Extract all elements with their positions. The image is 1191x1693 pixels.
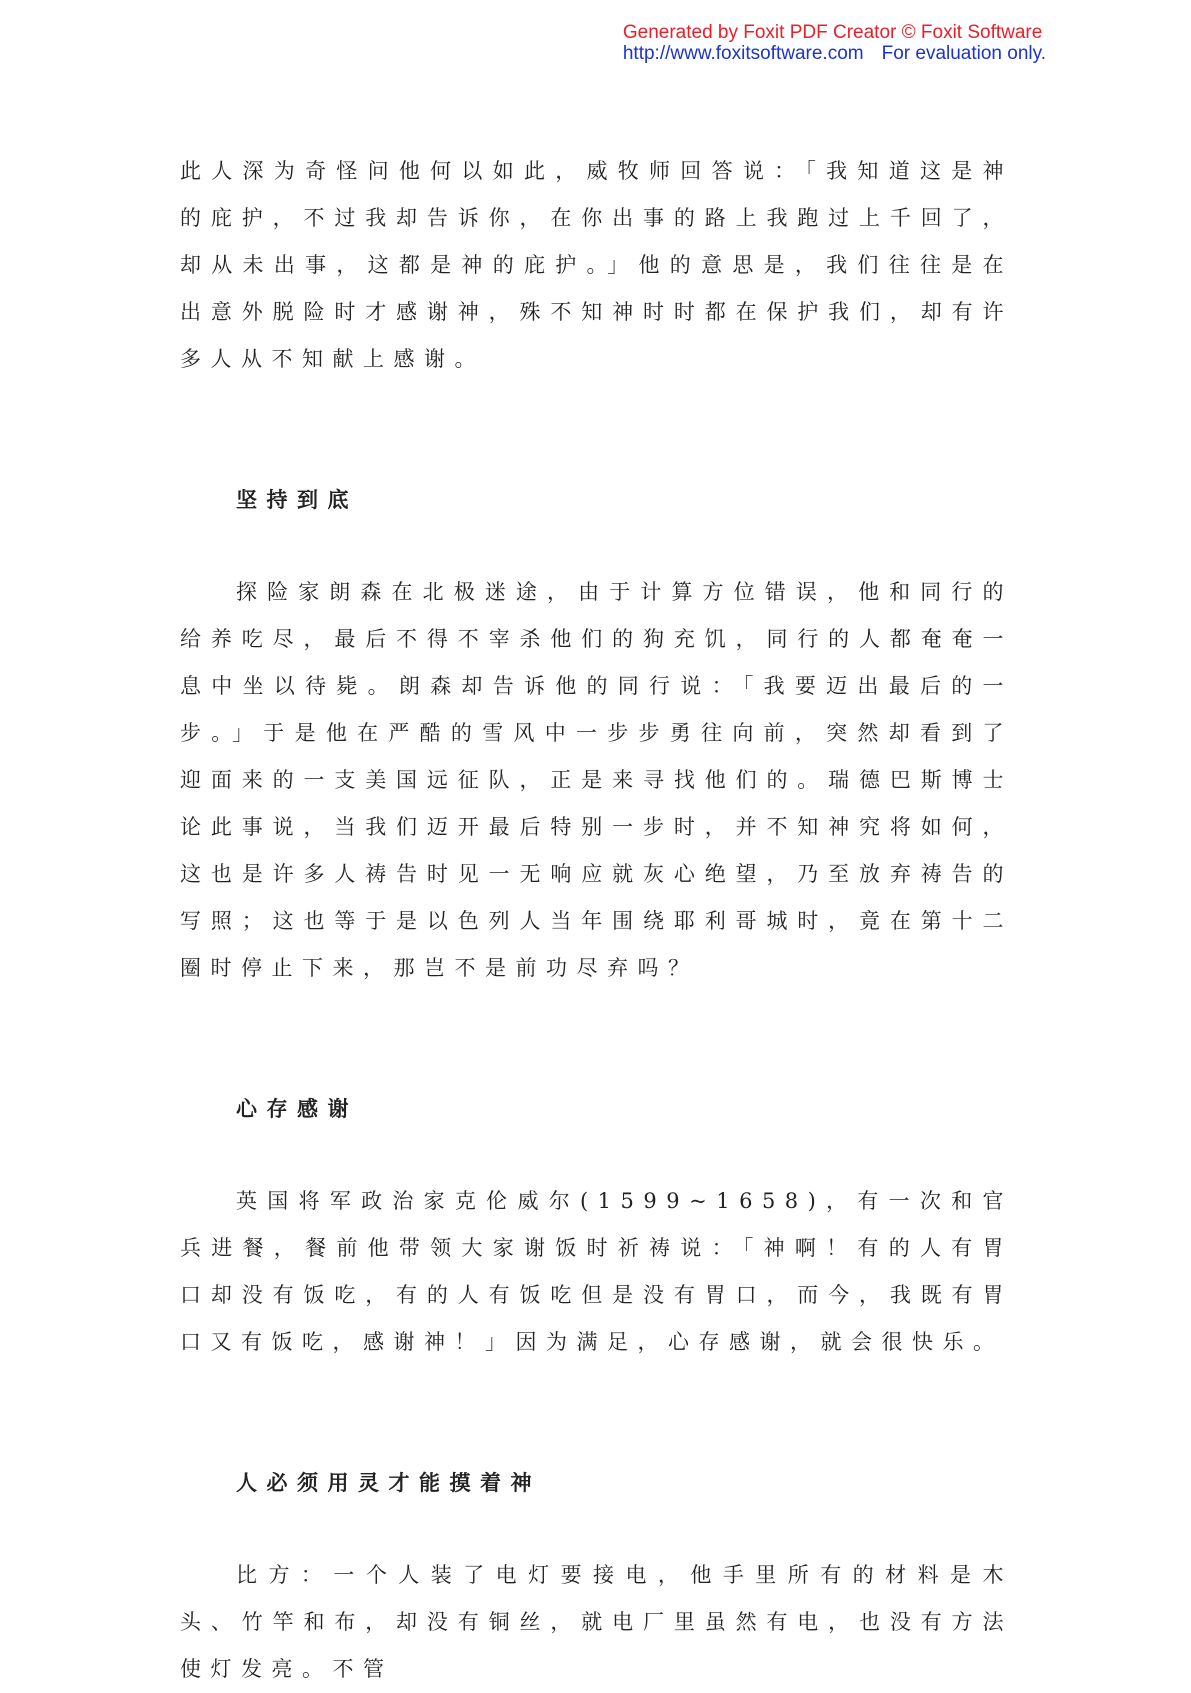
- watermark-url-line: [623, 43, 1046, 64]
- section-heading-persevere: 坚持到底: [236, 487, 358, 512]
- evaluation-watermark: [623, 22, 1046, 64]
- watermark-generator-text: Generated by Foxit PDF Creator © Foxit Software: [622, 22, 1043, 43]
- section-spacer: [180, 1366, 1013, 1459]
- document-body: [180, 148, 1013, 1693]
- persevere-paragraph: 探险家朗森在北极迷途，由于计算方位错误，他和同行的给养吃尽，最后不得不宰杀他们的狗充饥，同行的人都奄奄一息中坐以待毙。朗森却告诉他的同行说：「我要迈出最后的一步。」于是他在严酷的雪风中一步步勇往向前，突然却看到了迎面来的一支美国远征队，正是来寻找他们的。瑞德巴斯博士论此事说，当我们迈开最后特别一步时，并不知神究将如何，这也是许多人祷告时见一无响应就灰心绝望，乃至放弃祷告的写照；这也等于是以色列人当年围绕耶利哥城时，竟在第十二圈时停止下来，那岂不是前功尽弃吗？: [180, 580, 1013, 980]
- intro-paragraph: 此人深为奇怪问他何以如此，威牧师回答说：「我知道这是神的庇护，不过我却告诉你，在你出事的路上我跑过上千回了，却从未出事，这都是神的庇护。」他的意思是，我们往往是在出意外脱险时才感谢神，殊不知神时时都在保护我们，却有许多人从不知献上感谢。: [180, 159, 1013, 371]
- section-spacer: [180, 523, 1013, 569]
- gratitude-paragraph: 英国将军政治家克伦威尔(1599~1658)，有一次和官兵进餐，餐前他带领大家谢饭时祈祷说：「神啊！有的人有胃口却没有饭吃，有的人有饭吃但是没有胃口，而今，我既有胃口又有饭吃，感谢神！」因为满足，心存感谢，就会很快乐。: [180, 1189, 1013, 1354]
- section-spacer: [180, 992, 1013, 1085]
- watermark-evaluation-note: For evaluation only.: [881, 43, 1046, 64]
- section-spacer: [180, 1132, 1013, 1178]
- section-spacer: [180, 383, 1013, 476]
- spirit-paragraph: 比方：一个人装了电灯要接电，他手里所有的材料是木头、竹竿和布，却没有铜丝，就电厂里虽然有电，也没有方法使灯发亮。不管: [180, 1563, 1013, 1681]
- watermark-url: http://www.foxitsoftware.com: [622, 43, 864, 64]
- section-heading-spirit: 人必须用灵才能摸着神: [236, 1470, 541, 1495]
- section-heading-gratitude: 心存感谢: [236, 1096, 358, 1121]
- section-spacer: [180, 1506, 1013, 1552]
